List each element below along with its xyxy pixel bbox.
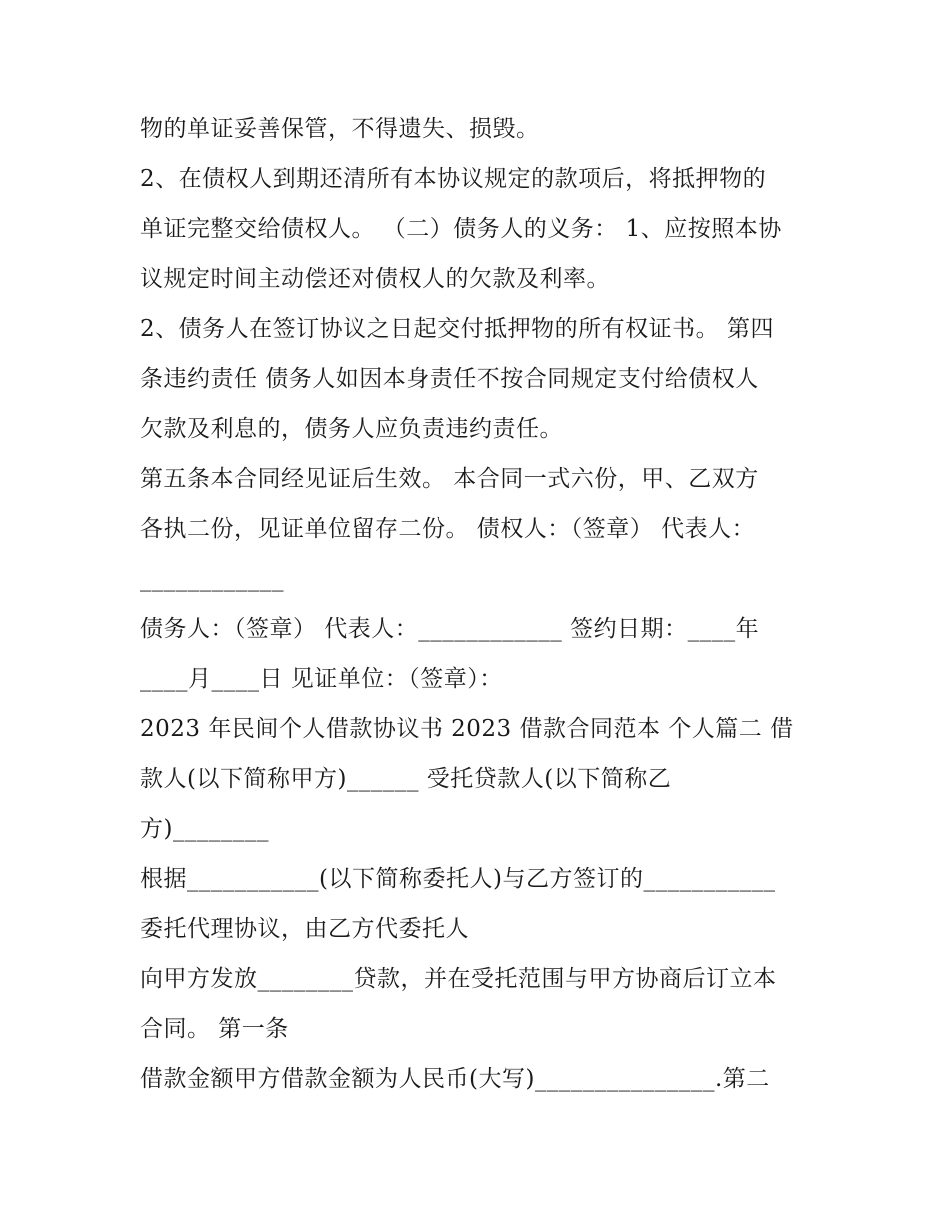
text-line: 借款金额甲方借款金额为人民币(大写)_______________.第二 <box>140 1066 770 1092</box>
text-line: 2023 年民间个人借款协议书 2023 借款合同范本 个人篇二 借 <box>140 716 794 742</box>
text-line: 各执二份，见证单位留存二份。 债权人：（签章） 代表人： <box>140 516 756 542</box>
text-line: 议规定时间主动偿还对债权人的欠款及利率。 <box>140 266 610 292</box>
text-line: 第五条本合同经见证后生效。 本合同一式六份，甲、乙双方 <box>140 466 759 492</box>
text-line: 委托代理协议，由乙方代委托人 <box>140 916 469 942</box>
text-line: 2、债务人在签订协议之日起交付抵押物的所有权证书。 第四 <box>140 316 774 342</box>
text-line: 条违约责任 债务人如因本身责任不按合同规定支付给债权人 <box>140 366 759 392</box>
text-line: ____月____日 见证单位：（签章）： <box>140 666 503 692</box>
text-line: 2、在债权人到期还清所有本协议规定的款项后，将抵押物的 <box>140 166 767 192</box>
text-line: 款人(以下简称甲方)______ 受托贷款人(以下简称乙 <box>140 766 672 792</box>
text-line: 债务人：（签章） 代表人：____________ 签约日期：____年 <box>140 616 760 642</box>
text-line: 单证完整交给债权人。 （二）债务人的义务： 1、应按照本协 <box>140 216 782 242</box>
text-line: 欠款及利息的，债务人应负责违约责任。 <box>140 416 563 442</box>
text-line: 根据___________(以下简称委托人)与乙方签订的___________ <box>140 866 776 892</box>
document-body <box>140 104 820 1104</box>
signature-blank-line: ____________ <box>140 566 284 592</box>
text-line: 方)________ <box>140 816 269 842</box>
text-line: 合同。 第一条 <box>140 1016 289 1042</box>
text-line: 向甲方发放________贷款，并在受托范围与甲方协商后订立本 <box>140 966 777 992</box>
text-line: 物的单证妥善保管，不得遗失、损毁。 <box>140 116 540 142</box>
